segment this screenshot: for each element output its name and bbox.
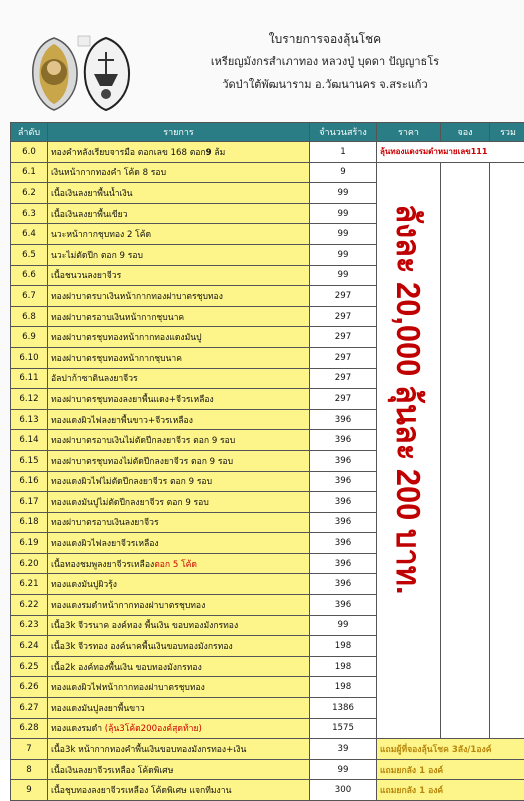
- row-item-bold: 9: [206, 148, 212, 158]
- row-item: [48, 512, 310, 533]
- row-number: 6.4: [11, 224, 48, 245]
- row-item: [48, 553, 310, 574]
- table-row: [11, 142, 524, 163]
- row-quantity: 297: [310, 286, 377, 307]
- row-item-text: ทองแดงผิวไฟลงยาพื้นขาว+จีวรเหลือง: [51, 416, 193, 426]
- row-number: 6.28: [11, 718, 48, 739]
- table-row: [11, 780, 524, 801]
- row-quantity: 99: [310, 244, 377, 265]
- row-quantity: 198: [310, 636, 377, 657]
- row-number: 6.13: [11, 409, 48, 430]
- row-number: 9: [11, 780, 48, 801]
- row-item-text: เนื้อเงินลงยาจีวรเหลือง โค้ดพิเศษ: [51, 766, 173, 776]
- row-item-text: นวะไม่ตัดปีก ตอก 9 รอบ: [51, 251, 143, 261]
- row-number: 6.26: [11, 677, 48, 698]
- row-item: [48, 347, 310, 368]
- row-item-tail: ล้ม: [212, 148, 226, 158]
- row-number: 6.24: [11, 636, 48, 657]
- row-item: [48, 636, 310, 657]
- row-item: [48, 533, 310, 554]
- row-note-text: แถมยกลัง 1 องค์: [380, 766, 443, 776]
- row-item: [48, 574, 310, 595]
- row-number: 6.19: [11, 533, 48, 554]
- row-item: [48, 286, 310, 307]
- row-item: [48, 224, 310, 245]
- row-item-text: ทองฝาบาตรชุบทองลงยาพื้นแดง+จีวรเหลือง: [51, 395, 214, 405]
- col-header-quantity: จำนวนสร้าง: [310, 123, 377, 142]
- col-header-reserve: จอง: [441, 123, 490, 142]
- row-note-text: แถมผู้ที่จองลุ้นโชค 3ลัง/1องค์: [380, 745, 492, 755]
- table-row: [11, 739, 524, 760]
- row-item-text: เนื้อ3k จีวรทอง องค์นาคพื้นเงินขอบทองมังกรทอง: [51, 642, 233, 652]
- row-quantity: 297: [310, 327, 377, 348]
- row-item-text: ทองแดงมันปูไม่ตัดปีกลงยาจีวร ตอก 9 รอบ: [51, 498, 209, 508]
- row-item: [48, 183, 310, 204]
- row-item: [48, 471, 310, 492]
- row-item-text: ทองฝาบาตรอาบเงินลงยาจีวร: [51, 518, 159, 528]
- row-number: 6.21: [11, 574, 48, 595]
- col-header-price: ราคา: [377, 123, 441, 142]
- total-cell: [490, 162, 524, 739]
- row-note: [377, 759, 524, 780]
- row-quantity: 300: [310, 780, 377, 801]
- table-row: [11, 759, 524, 780]
- row-item-text: เนื้อ3k จีวรนาค องค์ทอง พื้นเงิน ขอบทองมังกรทอง: [51, 621, 238, 631]
- row-item-highlight: ตอก 5 โค้ด: [154, 560, 197, 570]
- row-note: [377, 780, 524, 801]
- row-number: 6.7: [11, 286, 48, 307]
- col-header-total: รวม: [490, 123, 524, 142]
- row-number: 6.14: [11, 430, 48, 451]
- row-item-text: เนื้อ3k หน้ากากทองคำพื้นเงินขอบทองมังกรทอง+เงิน: [51, 745, 246, 755]
- row-quantity: 396: [310, 471, 377, 492]
- row-quantity: 1575: [310, 718, 377, 739]
- row-number: 6.2: [11, 183, 48, 204]
- table-row: [11, 162, 524, 183]
- row-quantity: 99: [310, 183, 377, 204]
- row-quantity: 1: [310, 142, 377, 163]
- row-number: 6.3: [11, 203, 48, 224]
- row-item: [48, 409, 310, 430]
- row-quantity: 297: [310, 389, 377, 410]
- row-item-text: เนื้อทองชมพูลงยาจีวรเหลือง: [51, 560, 154, 570]
- row-quantity: 198: [310, 677, 377, 698]
- row-quantity: 99: [310, 759, 377, 780]
- row-number: 6.17: [11, 492, 48, 513]
- row-number: 6.11: [11, 368, 48, 389]
- row-quantity: 396: [310, 553, 377, 574]
- row-quantity: 99: [310, 203, 377, 224]
- row-item: [48, 327, 310, 348]
- row-number: 6.18: [11, 512, 48, 533]
- price-cell: [377, 162, 441, 739]
- row-quantity: 396: [310, 492, 377, 513]
- row-number: 6.20: [11, 553, 48, 574]
- row-item-text: นวะหน้ากากชุบทอง 2 โค้ด: [51, 230, 151, 240]
- row-quantity: 9: [310, 162, 377, 183]
- row-item: [48, 615, 310, 636]
- row-number: 6.16: [11, 471, 48, 492]
- row-quantity: 39: [310, 739, 377, 760]
- row-note: [377, 739, 524, 760]
- row-quantity: 297: [310, 306, 377, 327]
- row-number: 6.6: [11, 265, 48, 286]
- row-item: [48, 739, 310, 760]
- row-quantity: 396: [310, 512, 377, 533]
- row-item-text: ทองแดงมันปูลงยาพื้นขาว: [51, 704, 145, 714]
- row-number: 8: [11, 759, 48, 780]
- row-number: 6.22: [11, 595, 48, 616]
- row-quantity: 396: [310, 409, 377, 430]
- row-quantity: 396: [310, 430, 377, 451]
- row-quantity: 99: [310, 265, 377, 286]
- row-item-text: ทองฝาบาตรชุบทองหน้ากากชุบนาค: [51, 354, 182, 364]
- row-item-highlight: (ลุ้น3โค้ด200องค์สุดท้าย): [105, 724, 202, 734]
- row-number: 6.12: [11, 389, 48, 410]
- row-number: 6.15: [11, 450, 48, 471]
- row-number: 6.0: [11, 142, 48, 163]
- row-quantity: 297: [310, 347, 377, 368]
- row-item-text: ทองแดงผิวไฟหน้ากากทองฝาบาตรชุบทอง: [51, 683, 205, 693]
- row-item-text: อัลปาก้าซาตินลงยาจีวร: [51, 374, 138, 384]
- row-quantity: 99: [310, 615, 377, 636]
- table-header-row: [11, 123, 524, 142]
- row-number: 6.5: [11, 244, 48, 265]
- row-quantity: 198: [310, 656, 377, 677]
- col-header-item: รายการ: [48, 123, 310, 142]
- booking-table: [10, 122, 524, 801]
- row-item-text: เนื้อชนวนลงยาจีวร: [51, 271, 121, 281]
- row-number: 6.23: [11, 615, 48, 636]
- temple-name: วัดป่าใต้พัฒนาราม อ.วัฒนานคร จ.สระแก้ว: [150, 76, 500, 94]
- row-note-text: ลุ้นทองแดงรมดำหมายเลข111: [380, 147, 487, 156]
- row-item: [48, 450, 310, 471]
- row-item: [48, 677, 310, 698]
- row-item: [48, 430, 310, 451]
- row-item: [48, 306, 310, 327]
- row-item-text: ทองฝาบาตรอาบเงินไม่ตัดปีกลงยาจีวร ตอก 9 รอบ: [51, 436, 235, 446]
- sheet-header: [0, 0, 524, 118]
- row-number: 7: [11, 739, 48, 760]
- row-quantity: 396: [310, 533, 377, 554]
- row-item-text: ทองฝาบาตรชุบทองไม่ตัดปีกลงยาจีวร ตอก 9 รอบ: [51, 457, 233, 467]
- row-item-text: ทองคำหลังเรียบจารมือ ตอกเลข 168 ตอก: [51, 148, 206, 158]
- row-item-text: ทองฝาบาตรบาเงินหน้ากากทองฝาบาตรชุบทอง: [51, 292, 223, 302]
- row-item: [48, 698, 310, 719]
- row-item: [48, 265, 310, 286]
- col-header-number: ลำดับ: [11, 123, 48, 142]
- row-item-text: ทองแดงผิวไฟลงยาจีวรเหลือง: [51, 539, 159, 549]
- row-item: [48, 595, 310, 616]
- row-item-text: ทองแดงมันปูผิวรุ้ง: [51, 580, 117, 590]
- row-item-text: ทองแดงรมดำหน้ากากทองฝาบาตรชุบทอง: [51, 601, 205, 611]
- row-item: [48, 203, 310, 224]
- row-item-text: ทองแดงรมดำ: [51, 724, 105, 734]
- row-item: [48, 142, 310, 163]
- row-item: [48, 718, 310, 739]
- row-quantity: 297: [310, 368, 377, 389]
- row-item-text: เนื้อเงินลงยาพื้นน้ำเงิน: [51, 189, 133, 199]
- row-note: [377, 142, 524, 163]
- row-item: [48, 656, 310, 677]
- row-item-text: ทองฝาบาตรอาบเงินหน้ากากชุบนาค: [51, 313, 184, 323]
- row-number: 6.27: [11, 698, 48, 719]
- row-item-text: ทองแดงผิวไฟไม่ตัดปีกลงยาจีวร ตอก 9 รอบ: [51, 477, 212, 487]
- row-quantity: 396: [310, 574, 377, 595]
- row-quantity: 99: [310, 224, 377, 245]
- row-quantity: 1386: [310, 698, 377, 719]
- row-item: [48, 244, 310, 265]
- row-quantity: 396: [310, 450, 377, 471]
- row-item-text: ทองฝาบาตรชุบทองหน้ากากทองแดงมันปู: [51, 333, 202, 343]
- row-item-text: เนื้อ2k องค์ทองพื้นเงิน ขอบทองมังกรทอง: [51, 663, 202, 673]
- price-note: ลังละ 20,000 ลุ้นละ 200 บาท.: [387, 204, 427, 594]
- row-item-text: เนื้อเงินลงยาพื้นเขียว: [51, 210, 128, 220]
- row-number: 6.25: [11, 656, 48, 677]
- row-item: [48, 492, 310, 513]
- row-number: 6.1: [11, 162, 48, 183]
- row-number: 6.8: [11, 306, 48, 327]
- amulet-coins-image: [26, 34, 136, 112]
- row-item-text: เงินหน้ากากทองคำ โค้ด 8 รอบ: [51, 168, 166, 178]
- row-note-text: แถมยกลัง 1 องค์: [380, 786, 443, 796]
- sheet-subtitle: เหรียญมังกรสำเภาทอง หลวงปู่ บุดดา ปัญญาธโร: [150, 53, 500, 71]
- sheet-title: ใบรายการจองลุ้นโชค: [150, 30, 500, 48]
- row-number: 6.10: [11, 347, 48, 368]
- row-number: 6.9: [11, 327, 48, 348]
- reserve-cell: [441, 162, 490, 739]
- row-item: [48, 759, 310, 780]
- row-item: [48, 389, 310, 410]
- row-item: [48, 368, 310, 389]
- row-item: [48, 780, 310, 801]
- row-item: [48, 162, 310, 183]
- row-item-text: เนื้อชุบทองลงยาจีวรเหลือง โค้ดพิเศษ แจกทีมงาน: [51, 786, 231, 796]
- row-quantity: 396: [310, 595, 377, 616]
